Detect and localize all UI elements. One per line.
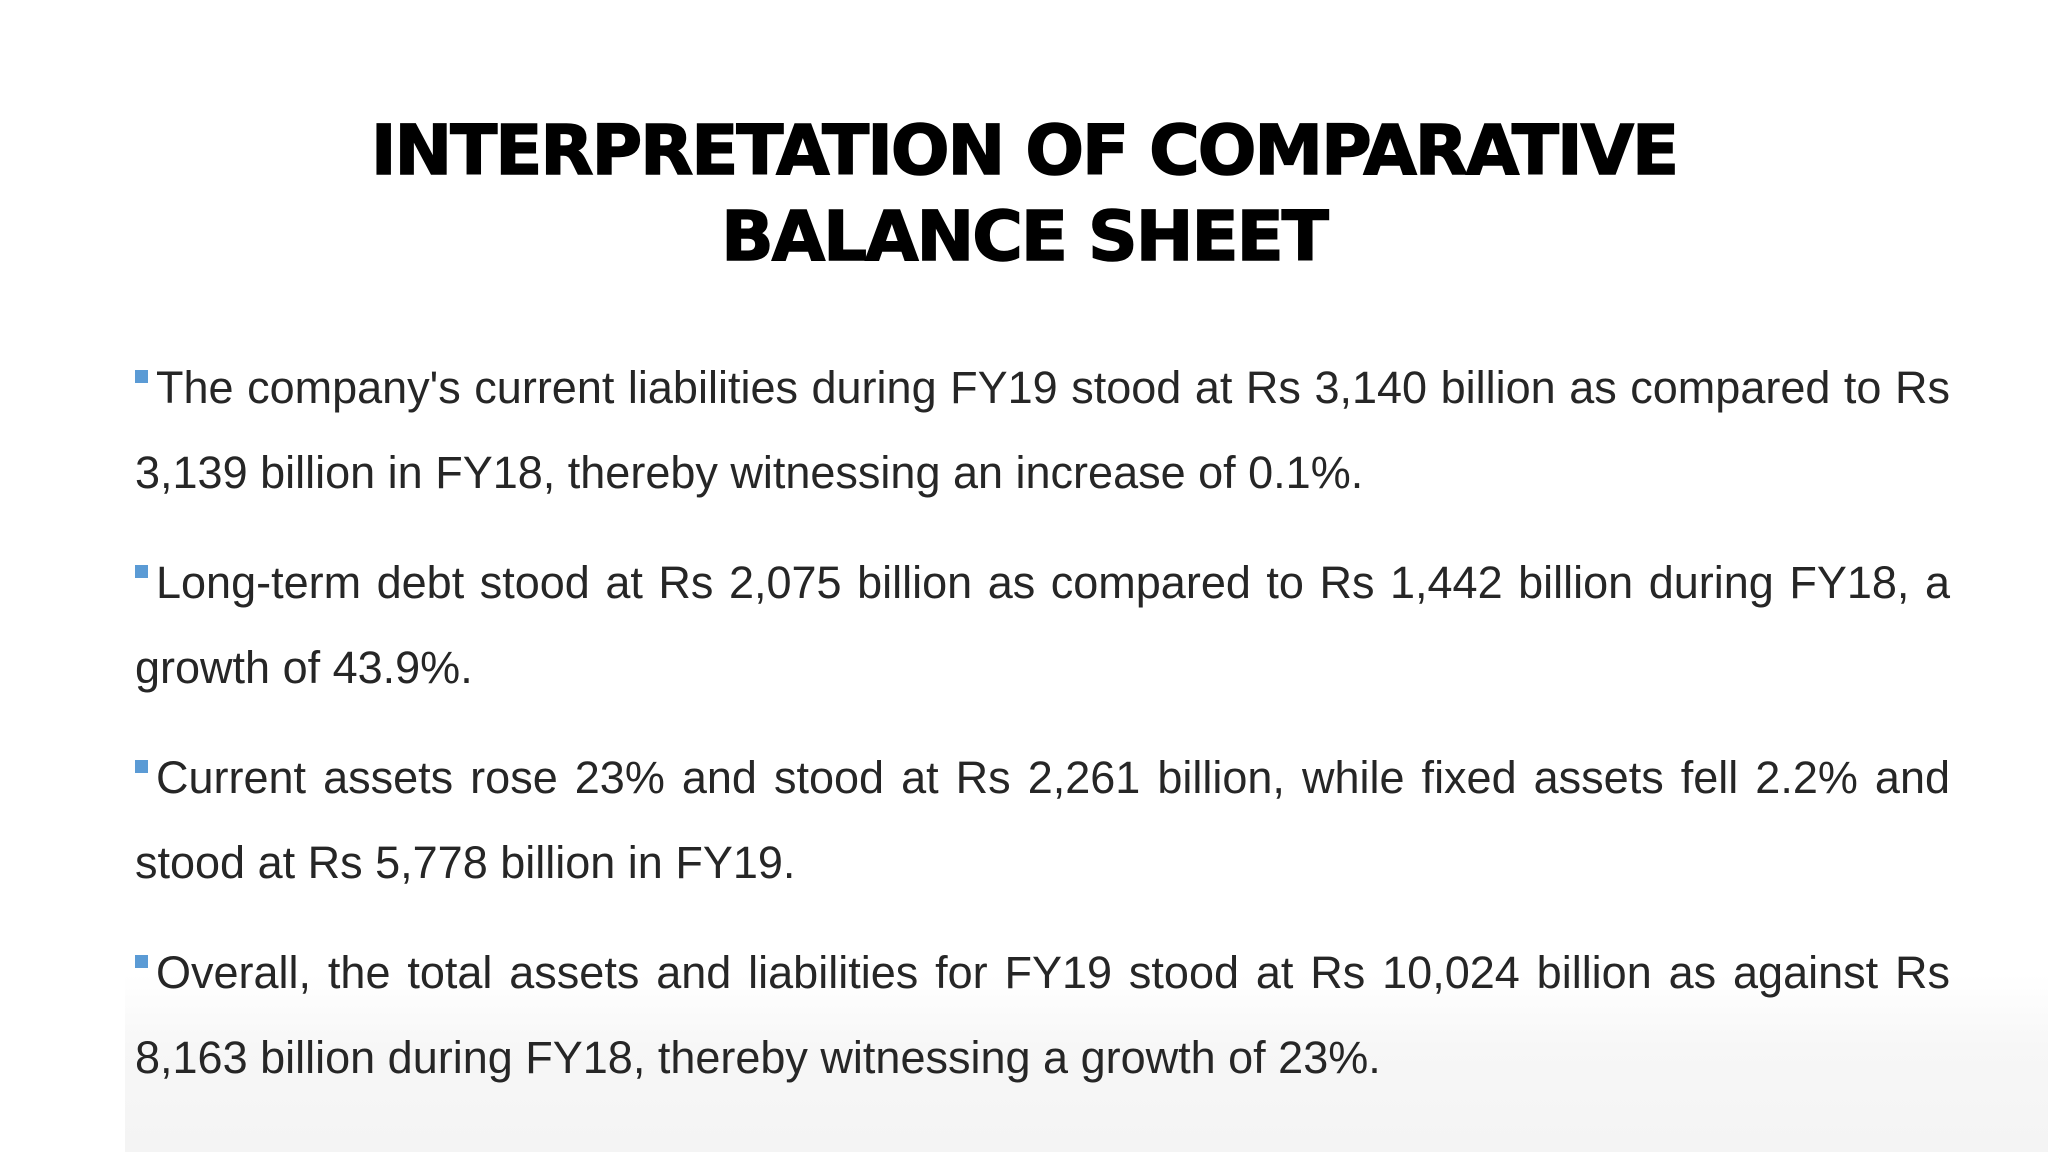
square-bullet-icon [135, 955, 148, 968]
bullet-text: Overall, the total assets and liabilities for FY19 stood at Rs 10,024 billion as against Rs 8,163 billion during FY18, thereby witnessing a growth of 23%. [135, 947, 1950, 1083]
square-bullet-icon [135, 370, 148, 383]
slide-title [0, 108, 2048, 280]
square-bullet-icon [135, 760, 148, 773]
bullet-list [135, 345, 1950, 1125]
bullet-item [135, 345, 1950, 515]
square-bullet-icon [135, 565, 148, 578]
bullet-text: The company's current liabilities during FY19 stood at Rs 3,140 billion as compared to Rs 3,139 billion in FY18, thereby witnessing an increase of 0.1%. [135, 362, 1950, 498]
bullet-item [135, 540, 1950, 710]
slide-title-line-2: BALANCE SHEET [721, 197, 1327, 277]
bullet-item [135, 930, 1950, 1100]
bullet-text: Long-term debt stood at Rs 2,075 billion as compared to Rs 1,442 billion during FY18, a growth of 43.9%. [135, 557, 1950, 693]
slide-title-line-1: INTERPRETATION OF COMPARATIVE [370, 111, 1678, 191]
bullet-item [135, 735, 1950, 905]
bullet-text: Current assets rose 23% and stood at Rs 2,261 billion, while fixed assets fell 2.2% and stood at Rs 5,778 billion in FY19. [135, 752, 1950, 888]
